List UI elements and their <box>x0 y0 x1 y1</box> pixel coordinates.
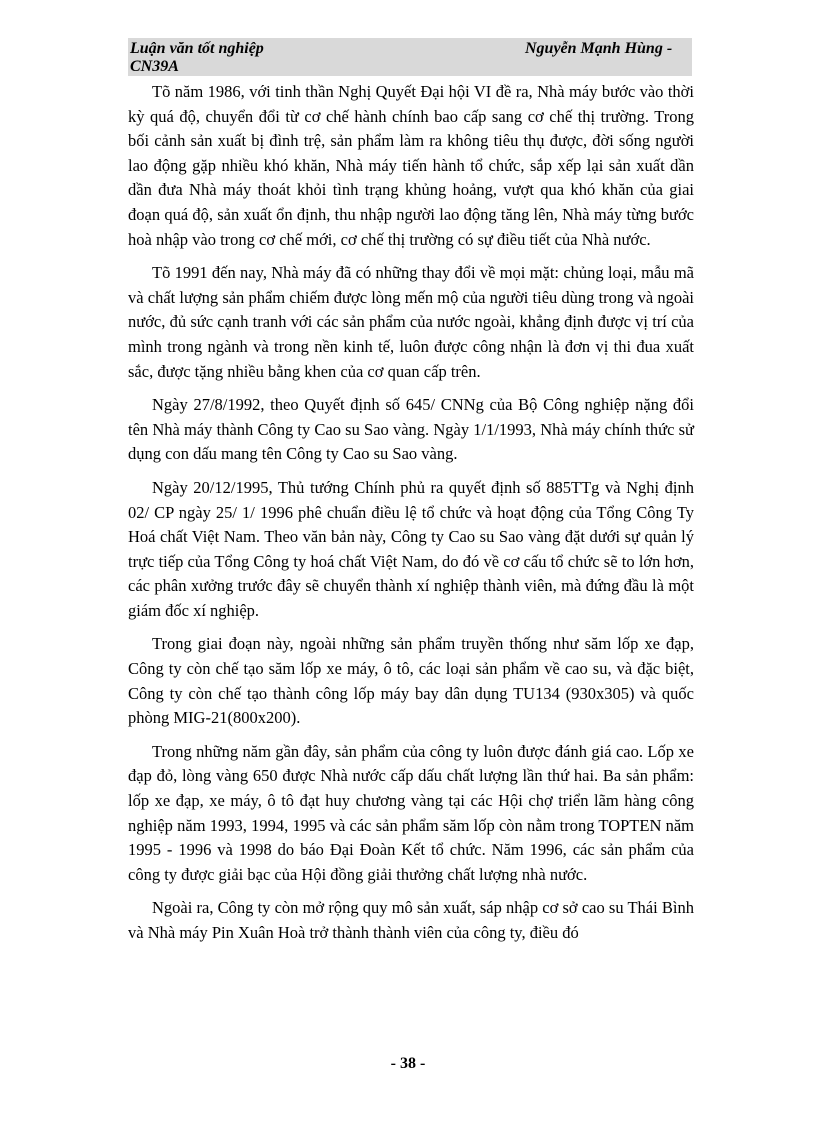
paragraph-1986-transition: Tõ năm 1986, với tinh thần Nghị Quyết Đại hội VI đề ra, Nhà máy bước vào thời kỳ quá độ, chuyển đổi từ cơ chế hành chính bao cấp sang cơ chế thị trường. Trong bối cảnh sản xuất bị đình trệ, sản phẩm làm ra không tiêu thụ được, đời sống người lao động gặp nhiều khó khăn, Nhà máy tiến hành tổ chức, sắp xếp lại sản xuất dần dần đưa Nhà máy thoát khỏi tình trạng khủng hoảng, vượt qua khó khăn của giai đoạn quá độ, sản xuất ổn định, thu nhập người lao động tăng lên, Nhà máy từng bước hoà nhập vào trong cơ chế mới, cơ chế thị trường có sự điều tiết của Nhà nước. <box>128 82 694 249</box>
paragraph-awards: Trong những năm gần đây, sản phẩm của công ty luôn được đánh giá cao. Lốp xe đạp đỏ, lòng vàng 650 được Nhà nước cấp dấu chất lượng lần thứ hai. Ba sản phẩm: lốp xe đạp, xe máy, ô tô đạt huy chương vàng tại các Hội chợ triển lãm hàng công nghiệp năm 1993, 1994, 1995 và các sản phẩm săm lốp còn nằm trong TOPTEN năm 1995 - 1996 và 1998 do báo Đại Đoàn Kết tổ chức. Năm 1996, các sản phẩm của công ty được giải bạc của Hội đồng giải thưởng chất lượng nhà nước. <box>128 741 694 884</box>
header-author-name: Nguyễn Mạnh Hùng - <box>525 40 673 57</box>
page-number: - 38 - <box>390 1055 426 1072</box>
header-class-code: CN39A <box>130 58 179 75</box>
paragraph-1992-rename: Ngày 27/8/1992, theo Quyết định số 645/ CNNg của Bộ Công nghiệp nặng đổi tên Nhà máy thành Công ty Cao su Sao vàng. Ngày 1/1/1993, Nhà máy chính thức sử dụng con dấu mang tên Công ty Cao su Sao vàng. <box>128 395 694 464</box>
header-thesis-title: Luận văn tốt nghiệp <box>130 40 264 57</box>
paragraph-1995-decision: Ngày 20/12/1995, Thủ tướng Chính phủ ra quyết định số 885TTg và Nghị định 02/ CP ngày 25/ 1/ 1996 phê chuẩn điều lệ tổ chức và hoạt động của Tổng Công Ty Hoá chất Việt Nam. Theo văn bản này, Công ty Cao su Sao vàng đặt dưới sự quản lý trực tiếp của Tổng Công ty hoá chất Việt Nam, do đó về cơ cấu tổ chức sẽ to lớn hơn, các phân xưởng trước đây sẽ chuyển thành xí nghiệp thành viên, mà đứng đầu là một giám đốc xí nghiệp. <box>128 477 694 620</box>
page-header <box>128 38 692 76</box>
paragraph-products: Trong giai đoạn này, ngoài những sản phẩm truyền thống như săm lốp xe đạp, Công ty còn chế tạo săm lốp xe máy, ô tô, các loại sản phẩm về cao su, và đặc biệt, Công ty còn chế tạo thành công lốp máy bay dân dụng TU134 (930x305) và quốc phòng MIG-21(800x200). <box>128 634 694 728</box>
paragraph-1991-progress: Tõ 1991 đến nay, Nhà máy đã có những thay đổi về mọi mặt: chủng loại, mẫu mã và chất lượng sản phẩm chiếm được lòng mến mộ của người tiêu dùng trong và ngoài nước, đủ sức cạnh tranh với các sản phẩm của nước ngoài, khẳng định được vị trí của mình trong ngành và trong nền kinh tế, luôn được công nhận là đơn vị thi đua xuất sắc, được tặng nhiều bằng khen của cơ quan cấp trên. <box>128 263 694 381</box>
document-body <box>128 80 694 955</box>
paragraph-expansion: Ngoài ra, Công ty còn mở rộng quy mô sản xuất, sáp nhập cơ sở cao su Thái Bình và Nhà máy Pin Xuân Hoà trở thành thành viên của công ty, điều đó <box>128 898 694 942</box>
